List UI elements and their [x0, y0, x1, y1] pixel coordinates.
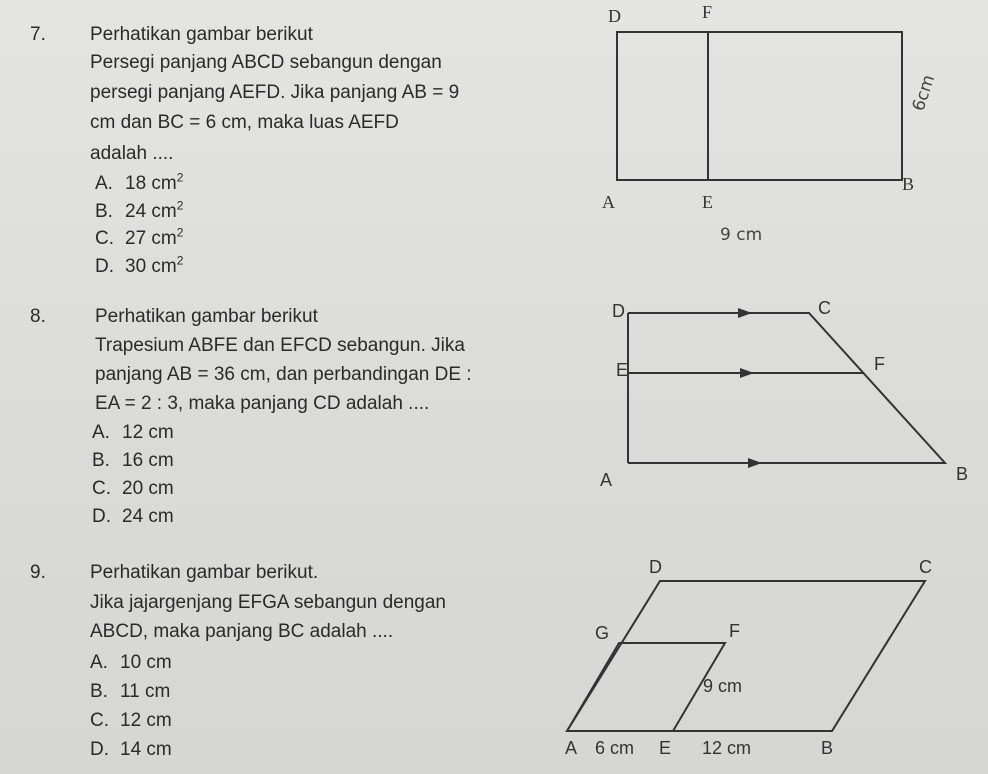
- answer-option-d[interactable]: [95, 253, 184, 278]
- answer-option-c[interactable]: [92, 478, 174, 500]
- parallel-arrow-icon: [738, 308, 752, 318]
- length-label-ef: 9 cm: [703, 676, 743, 696]
- vertex-label-e: E: [659, 738, 672, 758]
- vertex-label-f: F: [729, 621, 740, 641]
- trapezoid-figure: [590, 290, 980, 500]
- option-text: 30 cm: [125, 256, 177, 277]
- vertex-label-c: C: [818, 298, 831, 318]
- vertex-label-g: G: [595, 623, 610, 643]
- answer-option-b[interactable]: [90, 681, 170, 703]
- option-letter: C.: [90, 710, 109, 731]
- option-letter: C.: [95, 228, 114, 249]
- option-text: 14 cm: [120, 739, 172, 760]
- answer-option-a[interactable]: [92, 422, 174, 444]
- vertex-label-e: E: [616, 360, 629, 380]
- option-text: 24 cm: [125, 201, 177, 222]
- answer-option-a[interactable]: [95, 170, 184, 195]
- question-text-line: ABCD, maka panjang BC adalah ....: [90, 621, 394, 642]
- vertex-label-b: B: [956, 464, 969, 484]
- vertex-label-d: D: [649, 557, 662, 577]
- parallel-arrow-icon: [740, 368, 754, 378]
- option-letter: B.: [92, 450, 110, 471]
- question-number: 8.: [30, 306, 46, 327]
- answer-option-b[interactable]: [92, 450, 174, 472]
- length-label-eb: 12 cm: [702, 738, 752, 758]
- question-text-line: cm dan BC = 6 cm, maka luas AEFD: [90, 112, 399, 133]
- option-text: 27 cm: [125, 228, 177, 249]
- answer-option-a[interactable]: [90, 652, 172, 674]
- parallel-arrow-icon: [748, 458, 762, 468]
- question-text-line: persegi panjang AEFD. Jika panjang AB = 9: [90, 82, 460, 103]
- parallelogram-abcd: [567, 581, 925, 731]
- question-text-line: panjang AB = 36 cm, dan perbandingan DE :: [95, 364, 472, 385]
- length-label-ae: 6 cm: [595, 738, 635, 758]
- question-text-line: Perhatikan gambar berikut: [95, 306, 318, 327]
- rectangle-abcd: [617, 32, 902, 180]
- question-text-line: Trapesium ABFE dan EFCD sebangun. Jika: [95, 335, 465, 356]
- option-text: 12 cm: [122, 422, 174, 443]
- option-letter: C.: [92, 478, 111, 499]
- vertex-label-a: A: [600, 470, 613, 490]
- option-letter: A.: [95, 173, 113, 194]
- answer-option-d[interactable]: [92, 506, 174, 528]
- option-text: 24 cm: [122, 506, 174, 527]
- option-exponent: 2: [176, 253, 184, 268]
- option-letter: D.: [92, 506, 111, 527]
- trapezoid-outline: [628, 313, 945, 463]
- answer-option-b[interactable]: [95, 198, 184, 223]
- answer-option-c[interactable]: [95, 225, 184, 250]
- handwritten-base-length: 9 cm: [720, 225, 763, 245]
- question-text-line: EA = 2 : 3, maka panjang CD adalah ....: [95, 393, 430, 414]
- vertex-label-b: B: [821, 738, 834, 758]
- handwritten-side-length: 6cm: [908, 72, 940, 114]
- option-exponent: 2: [176, 225, 184, 240]
- option-text: 11 cm: [120, 681, 171, 702]
- question-text-line: Persegi panjang ABCD sebangun dengan: [90, 52, 442, 73]
- vertex-label-d: D: [608, 6, 621, 26]
- parallelogram-figure: [555, 555, 955, 770]
- answer-option-c[interactable]: [90, 710, 172, 732]
- question-text-line: adalah ....: [90, 143, 174, 164]
- option-exponent: 2: [176, 170, 184, 185]
- option-text: 18 cm: [125, 173, 177, 194]
- option-letter: A.: [92, 422, 110, 443]
- question-text-line: Jika jajargenjang EFGA sebangun dengan: [90, 592, 446, 613]
- vertex-label-f: F: [702, 2, 713, 22]
- option-letter: B.: [90, 681, 108, 702]
- question-number: 9.: [30, 562, 46, 583]
- rectangle-figure: [590, 0, 950, 250]
- vertex-label-a: A: [565, 738, 578, 758]
- option-letter: D.: [95, 256, 114, 277]
- option-text: 12 cm: [120, 710, 172, 731]
- vertex-label-a: A: [602, 192, 615, 212]
- option-letter: B.: [95, 201, 113, 222]
- vertex-label-c: C: [919, 557, 932, 577]
- question-text-line: Perhatikan gambar berikut.: [90, 562, 319, 583]
- vertex-label-f: F: [874, 354, 885, 374]
- option-text: 20 cm: [122, 478, 174, 499]
- option-text: 16 cm: [122, 450, 174, 471]
- option-letter: A.: [90, 652, 108, 673]
- question-text-line: Perhatikan gambar berikut: [90, 24, 313, 45]
- vertex-label-e: E: [702, 192, 713, 212]
- vertex-label-b: B: [902, 174, 915, 194]
- question-number: 7.: [30, 24, 46, 45]
- vertex-label-d: D: [612, 301, 625, 321]
- parallelogram-efga: [567, 643, 725, 731]
- option-text: 10 cm: [120, 652, 172, 673]
- option-letter: D.: [90, 739, 109, 760]
- option-exponent: 2: [176, 198, 184, 213]
- answer-option-d[interactable]: [90, 739, 172, 761]
